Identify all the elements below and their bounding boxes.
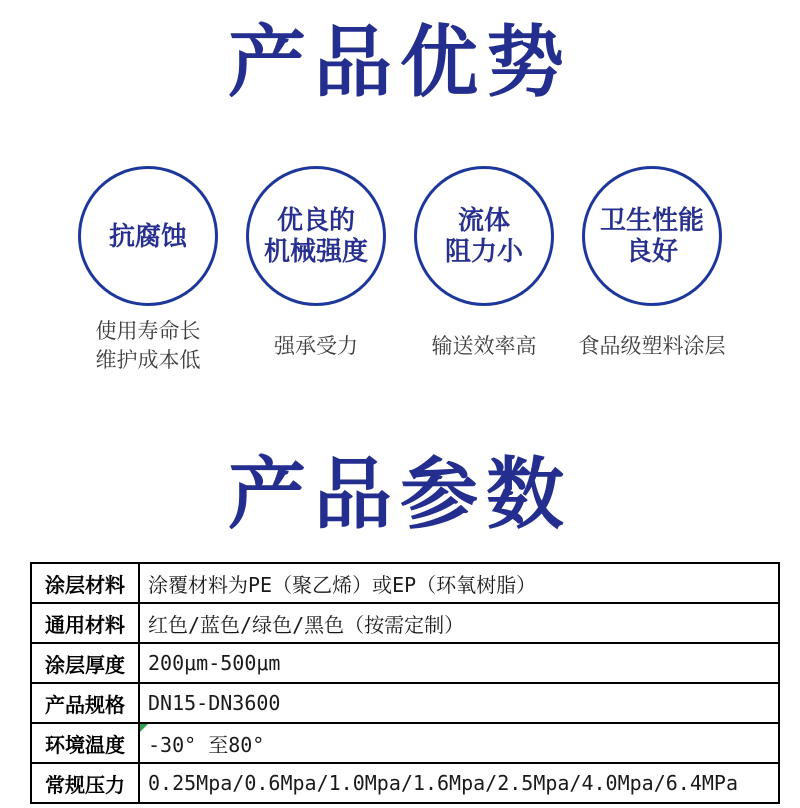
table-row-2 xyxy=(31,603,779,643)
param-value-cell: 涂覆材料为PE（聚乙烯）或EP（环氧树脂） xyxy=(139,563,779,603)
parameters-title: 产品参数 xyxy=(227,450,572,539)
cell-corner-marker-icon xyxy=(140,724,148,732)
feature-caption-line: 输送效率高 xyxy=(431,334,537,358)
feature-circle xyxy=(582,166,722,306)
param-label-cell: 环境温度 xyxy=(31,723,139,763)
feature-circle-text: 阻力小 xyxy=(444,236,523,267)
feature-item-4 xyxy=(572,166,732,376)
feature-circle-text: 卫生性能 xyxy=(599,205,704,236)
feature-circle-text: 良好 xyxy=(625,236,678,267)
table-row-1 xyxy=(31,563,779,603)
feature-item-3 xyxy=(404,166,564,376)
param-value-cell: 红色/蓝色/绿色/黑色（按需定制） xyxy=(139,603,779,643)
advantages-title: 产品优势 xyxy=(227,18,572,106)
feature-circle-text: 优良的 xyxy=(276,205,355,236)
param-value-cell: 0.25Mpa/0.6Mpa/1.0Mpa/1.6Mpa/2.5Mpa/4.0Mpa/6.4MPa xyxy=(139,763,779,803)
parameters-table-body xyxy=(31,563,779,803)
param-label-cell: 产品规格 xyxy=(31,683,139,723)
feature-circle xyxy=(246,166,386,306)
feature-caption-line: 使用寿命长 xyxy=(95,320,201,344)
feature-item-2 xyxy=(236,166,396,376)
param-label-cell: 涂层厚度 xyxy=(31,643,139,683)
feature-caption-line: 强承受力 xyxy=(274,334,358,358)
feature-circle-text: 流体 xyxy=(457,205,510,236)
param-value-cell: 200μm-500μm xyxy=(139,643,779,683)
param-label-cell: 通用材料 xyxy=(31,603,139,643)
feature-circle xyxy=(78,166,218,306)
param-value-cell: -30° 至80° xyxy=(139,723,779,763)
feature-caption xyxy=(579,316,726,376)
feature-circle-text: 机械强度 xyxy=(263,236,368,267)
features-row xyxy=(0,166,800,376)
feature-caption xyxy=(274,316,358,376)
parameters-table xyxy=(30,562,780,804)
feature-caption xyxy=(432,316,537,376)
feature-caption-line: 食品级塑料涂层 xyxy=(578,334,726,358)
feature-circle xyxy=(414,166,554,306)
param-label-cell: 涂层材料 xyxy=(31,563,139,603)
table-row-4 xyxy=(31,683,779,723)
table-row-5 xyxy=(31,723,779,763)
feature-caption-line: 维护成本低 xyxy=(95,349,201,373)
feature-circle-text: 抗腐蚀 xyxy=(108,220,187,251)
table-row-3 xyxy=(31,643,779,683)
param-label-cell: 常规压力 xyxy=(31,763,139,803)
feature-item-1 xyxy=(68,166,228,376)
param-value-cell: DN15-DN3600 xyxy=(139,683,779,723)
feature-caption xyxy=(96,316,201,376)
table-row-6 xyxy=(31,763,779,803)
